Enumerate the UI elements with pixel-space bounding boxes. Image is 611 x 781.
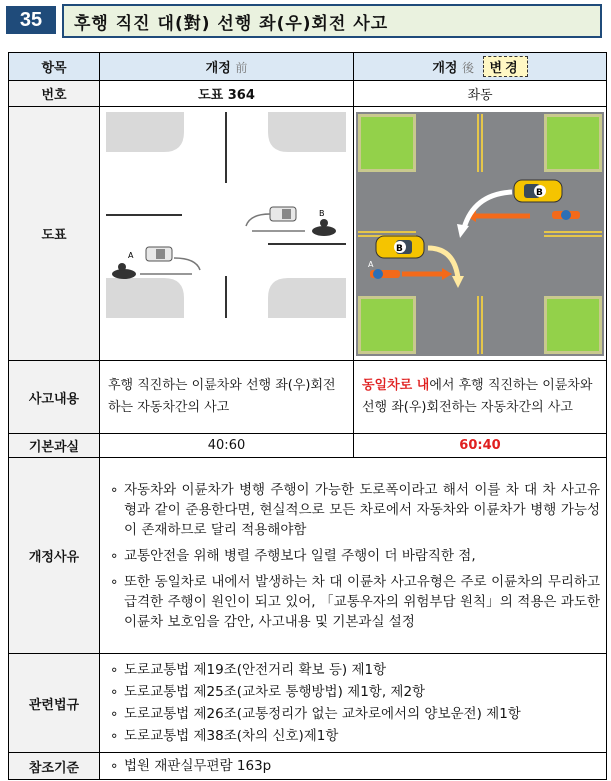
row-number-after: 좌동 <box>354 81 607 107</box>
reason-item: ∘ 자동차와 이륜차가 병행 주행이 가능한 도로폭이라고 해서 이를 차 대 차 사고유형과 같이 준용한다면, 현실적으로 모든 차로에서 자동차와 이륜차가 병행 가능성이 존재하므로 달리 적용해야함 <box>108 480 600 540</box>
col-after-header <box>354 53 607 81</box>
diagram-before <box>100 108 352 360</box>
law-item: ∘ 도로교통법 제38조(차의 신호)제1항 <box>108 726 600 746</box>
car-b-icon <box>270 207 296 221</box>
col-after-sub: 後 <box>461 61 474 75</box>
motorcycle-a-after-label: A <box>368 259 374 269</box>
law-list <box>100 654 606 752</box>
col-item-header: 항목 <box>9 53 100 81</box>
reference-item: ∘ 법원 재판실무편람 163p <box>108 756 600 776</box>
col-before-sub: 前 <box>235 61 248 75</box>
car-b-after-icon <box>514 180 562 202</box>
row-content-after <box>354 361 607 434</box>
motorcycle-a-label: A <box>128 250 134 260</box>
table-header-row <box>9 53 607 81</box>
col-before-label: 개정 <box>205 61 231 76</box>
page-title: 후행 직진 대(對) 선행 좌(우)회전 사고 <box>74 14 389 34</box>
car-b-after-label: B <box>536 187 543 198</box>
row-reason-label: 개정사유 <box>9 458 100 654</box>
law-item: ∘ 도로교통법 제26조(교통정리가 없는 교차로에서의 양보운전) 제1항 <box>108 704 600 724</box>
reference-list <box>100 753 606 779</box>
row-reason <box>9 458 607 654</box>
reason-item: ∘ 또한 동일차로 내에서 발생하는 차 대 이륜차 사고유형은 주로 이륜차의 무리하고 급격한 주행이 원인이 되고 있어, 「교통우자의 위험부담 원칙」의 적용은 과도한 이륜차 보호임을 감안, 사고내용 및 기본과실 설정 <box>108 572 600 632</box>
row-content <box>9 361 607 434</box>
reason-item: ∘ 교통안전을 위해 병렬 주행보다 일렬 주행이 더 바람직한 점, <box>108 546 600 566</box>
row-diagram-label: 도표 <box>9 107 100 361</box>
row-reason-content <box>100 458 607 654</box>
row-number-label: 번호 <box>9 81 100 107</box>
motorcycle-b-after-icon <box>552 210 580 220</box>
car-a-after-label: B <box>396 243 403 254</box>
row-reference <box>9 753 607 780</box>
row-fault-after: 60:40 <box>354 434 607 458</box>
law-item: ∘ 도로교통법 제25조(교차로 통행방법) 제1항, 제2항 <box>108 682 600 702</box>
motorcycle-b-label: B <box>319 208 325 218</box>
row-number-before: 도표 364 <box>100 81 354 107</box>
row-law-content <box>100 654 607 753</box>
car-a-after-icon <box>376 236 424 258</box>
reason-list <box>100 470 606 642</box>
col-before-header <box>100 53 354 81</box>
row-reference-content <box>100 753 607 780</box>
row-content-after-rest: 에서 후행 직진하는 이륜차와 선행 좌(우)회전하는 자동차간의 사고 <box>362 378 593 415</box>
law-item: ∘ 도로교통법 제19조(안전거리 확보 등) 제1항 <box>108 660 600 680</box>
page-header <box>6 4 606 38</box>
title-box <box>62 4 602 38</box>
row-fault-label: 기본과실 <box>9 434 100 458</box>
row-fault-before: 40:60 <box>100 434 354 458</box>
row-number <box>9 81 607 107</box>
row-content-label: 사고내용 <box>9 361 100 434</box>
diagram-after <box>354 108 606 360</box>
diagram-before-cell <box>100 107 354 361</box>
diagram-after-cell <box>354 107 607 361</box>
section-number: 35 <box>6 6 56 34</box>
car-a-icon <box>146 247 172 261</box>
change-badge: 변경 <box>483 56 528 77</box>
row-fault <box>9 434 607 458</box>
comparison-table <box>8 52 607 780</box>
row-reference-label: 참조기준 <box>9 753 100 780</box>
row-content-before: 후행 직진하는 이륜차와 선행 좌(우)회전하는 자동차간의 사고 <box>100 361 354 434</box>
row-law <box>9 654 607 753</box>
row-law-label: 관련법규 <box>9 654 100 753</box>
col-after-label: 개정 <box>432 61 458 76</box>
row-content-after-highlight: 동일차로 내 <box>362 378 430 393</box>
row-diagram <box>9 107 607 361</box>
